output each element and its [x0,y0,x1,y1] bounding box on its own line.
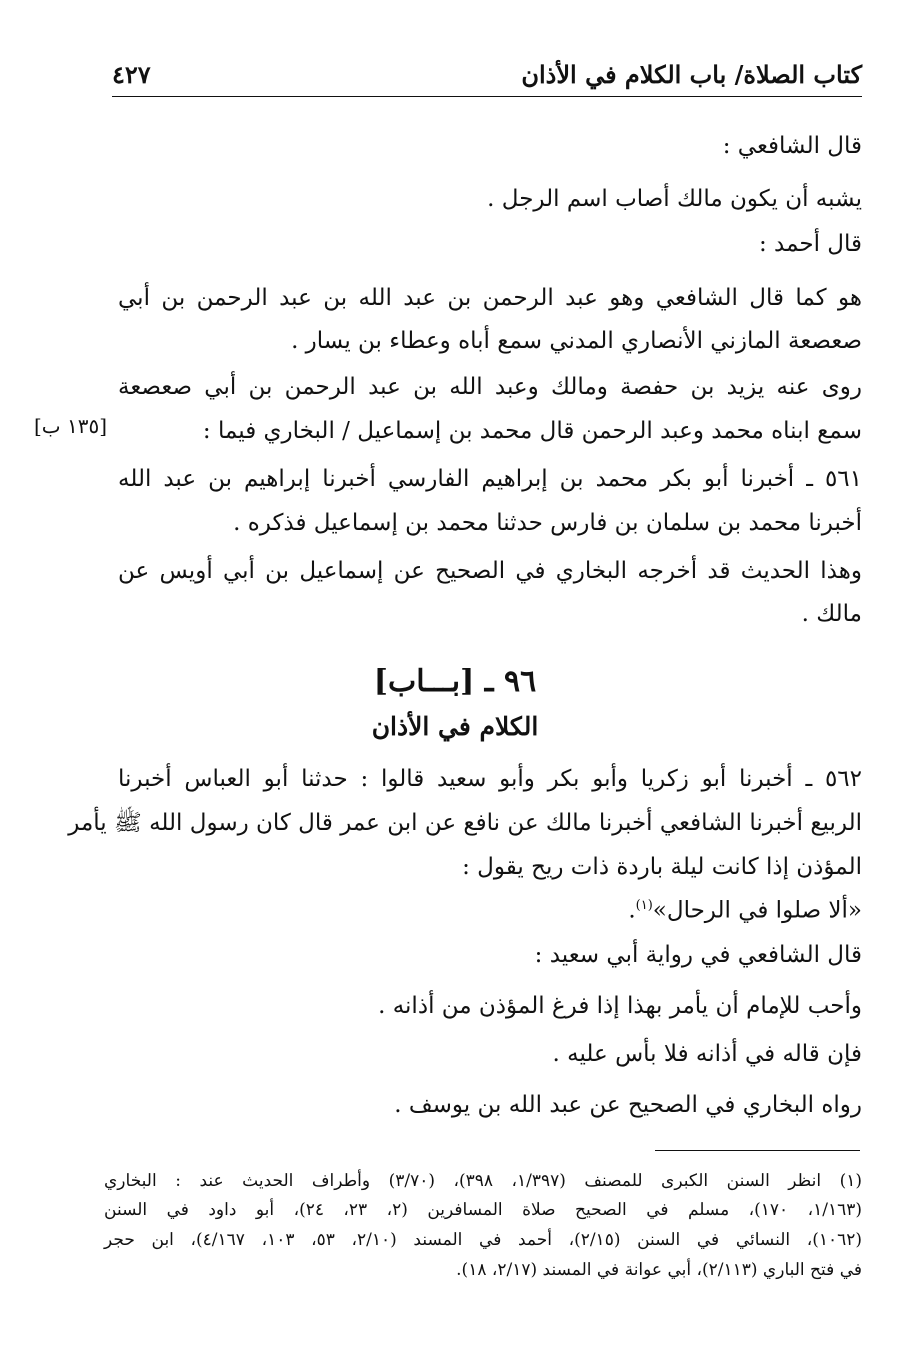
chapter-subtitle: الكلام في الأذان [371,712,539,741]
chapter-line: قال الشافعي في رواية أبي سعيد : [534,942,862,968]
footnote-line: (١) انظر السنن الكبرى للمصنف (١/٣٩٧، ٣٩٨)، (٣/٧٠) وأطراف الحديث عند : البخاري [104,1171,862,1191]
body-line: روى عنه يزيد بن حفصة ومالك وعبد الله بن عبد الرحمن بن أبي صعصعة [118,374,862,400]
body-line: قال أحمد : [758,231,862,257]
body-line: هو كما قال الشافعي وهو عبد الرحمن بن عبد الله بن عبد الرحمن بن أبي [118,285,862,311]
footnote-line: في فتح الباري (٢/١١٣)، أبي عوانة في المسند (٢/١٧، ١٨). [456,1260,862,1280]
hadith-562-line: ٥٦٢ ـ أخبرنا أبو زكريا وأبو بكر وأبو سعيد قالوا : حدثنا أبو العباس أخبرنا [118,766,862,792]
body-line: وهذا الحديث قد أخرجه البخاري في الصحيح عن إسماعيل بن أبي أويس عن [118,558,862,584]
body-line: يشبه أن يكون مالك أصاب اسم الرجل . [487,186,862,212]
page-header [112,52,862,97]
body-line: مالك . [801,601,862,627]
period: . [628,897,636,924]
footnote-line: (١/١٦٣، ١٧٠)، مسلم في الصحيح صلاة المسافرين (٢، ٢٣، ٢٤)، أبو داود في السنن [104,1200,863,1220]
body-line: قال الشافعي : [722,133,862,159]
footnote-line: (١٠٦٢)، النسائي في السنن (٢/١٥)، أحمد في المسند (٢/١٠، ٥٣، ١٠٣، ٤/١٦٧)، ابن حجر [104,1230,863,1250]
chapter-number-heading: ٩٦ ـ [بـــاب] [373,664,537,699]
hadith-561-line: ٥٦١ ـ أخبرنا أبو بكر محمد بن إبراهيم الفارسي أخبرنا إبراهيم بن عبد الله [118,466,862,492]
page-number: ٤٢٧ [112,60,151,89]
quoted-call-line [628,891,862,926]
body-line: أخبرنا محمد بن سلمان بن فارس حدثنا محمد بن إسماعيل فذكره . [233,510,862,536]
chapter-line: رواه البخاري في الصحيح عن عبد الله بن يوسف . [394,1092,862,1118]
body-line: صعصعة المازني الأنصاري المدني سمع أباه وعطاء بن يسار . [291,328,862,354]
chapter-line: الربيع أخبرنا الشافعي أخبرنا مالك عن نافع عن ابن عمر قال كان رسول الله ﷺ يأمر [68,810,862,836]
quoted-call: «ألا صلوا في الرحال» [652,897,862,924]
footnote-divider [655,1150,860,1151]
body-line: سمع ابناه محمد وعبد الرحمن قال محمد بن إسماعيل / البخاري فيما : [202,418,862,444]
footnote-marker[interactable]: (١) [635,898,653,913]
running-title: كتاب الصلاة/ باب الكلام في الأذان [521,60,862,89]
chapter-line: فإن قاله في أذانه فلا بأس عليه . [552,1041,862,1067]
chapter-line: وأحب للإمام أن يأمر بهذا إذا فرغ المؤذن من أذانه . [378,993,862,1019]
margin-folio-note: [١٣٥ ب] [34,414,108,438]
chapter-line: المؤذن إذا كانت ليلة باردة ذات ريح يقول : [462,854,862,880]
